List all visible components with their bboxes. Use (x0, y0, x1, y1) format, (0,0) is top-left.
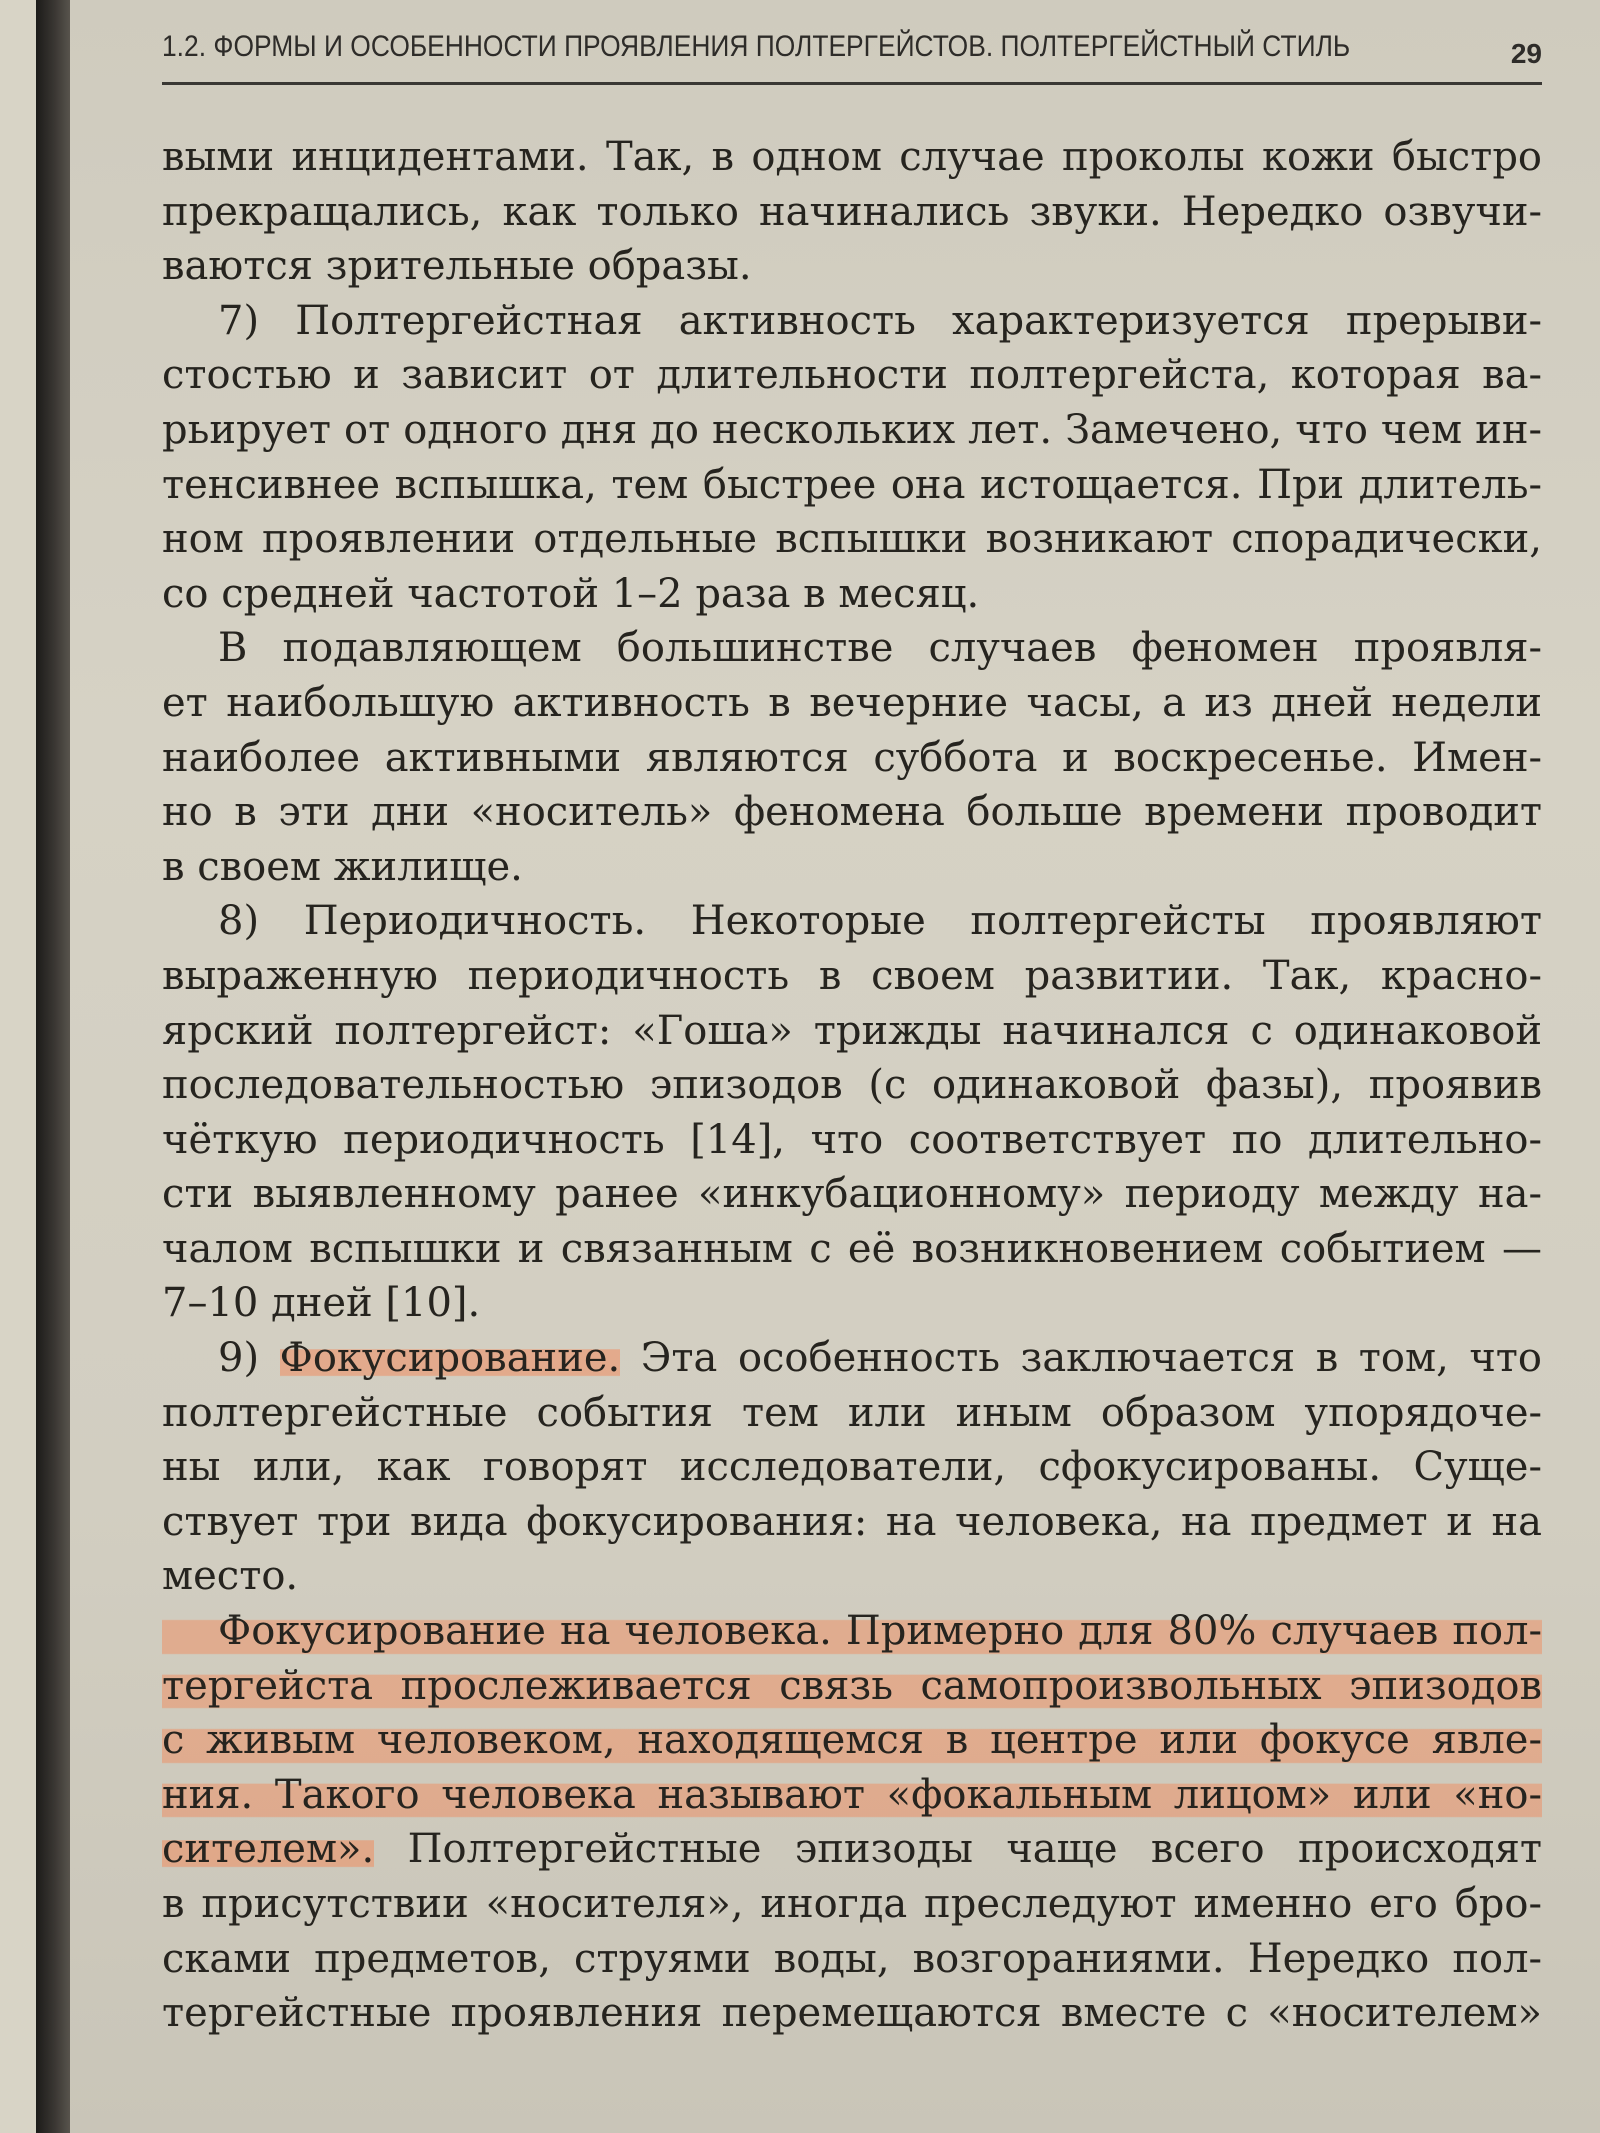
text-line: чёткую периодичность [14], что соответствует по длительно- (162, 1116, 1542, 1163)
page-body-text (162, 130, 1542, 2041)
text-line-highlighted: с живым человеком, находящемся в центре или фокусе явле- (162, 1713, 1542, 1768)
text-line: ваются зрительные образы. (162, 243, 752, 290)
text-line: выми инцидентами. Так, в одном случае проколы кожи быстро (162, 134, 1542, 180)
text-line-highlighted (162, 1331, 1542, 1386)
text-line: в присутствии «носителя», иногда преследуют именно его бро- (162, 1881, 1542, 1927)
text-line-highlighted: Фокусирование на человека. Примерно для 80% случаев пол- (162, 1604, 1542, 1659)
text-line: 7–10 дней [10]. (162, 1280, 481, 1327)
text-line: 8) Периодичность. Некоторые полтергейсты проявляют (218, 898, 1542, 945)
highlighted-term: Фокусирование. (279, 1335, 621, 1382)
text-line: сти выявленному ранее «инкубационному» периоду между на- (162, 1171, 1542, 1218)
text-line: стостью и зависит от длительности полтергейста, которая ва- (162, 352, 1542, 399)
text-line: выраженную периодичность в своем развитии. Так, красно- (162, 952, 1542, 999)
text-line-highlighted (162, 1822, 1542, 1877)
text-line: чалом вспышки и связанным с её возникновением событием — (162, 1225, 1542, 1272)
text-line-highlighted: ния. Такого человека называют «фокальным лицом» или «но- (162, 1768, 1542, 1823)
text-line: последовательностью эпизодов (с одинаковой фазы), проявив (162, 1062, 1542, 1109)
text-line: ярский полтергейст: «Гоша» трижды начинался с одинаковой (162, 1007, 1542, 1054)
text-line: ном проявлении отдельные вспышки возникают спорадически, (162, 516, 1542, 563)
text-line: прекращались, как только начинались звуки. Нередко озвучи- (162, 188, 1542, 235)
text-line: со средней частотой 1–2 раза в месяц. (162, 570, 980, 617)
text-line: тенсивнее вспышка, тем быстрее она истощается. При длитель- (162, 461, 1542, 508)
text-line-highlighted: тергейста прослеживается связь самопроизвольных эпизодов (162, 1659, 1542, 1714)
text-line: В подавляющем большинстве случаев феномен проявля- (218, 625, 1542, 672)
text-line: тергейстные проявления перемещаются вместе с «носителем» (162, 1990, 1542, 2037)
book-spine (36, 0, 70, 2133)
text-line: 7) Полтергейстная активность характеризуется прерыви- (218, 297, 1542, 344)
chapter-title: 1.2. ФОРМЫ И ОСОБЕННОСТИ ПРОЯВЛЕНИЯ ПОЛТЕРГЕЙСТОВ. ПОЛТЕРГЕЙСТНЫЙ СТИЛЬ (162, 30, 1351, 63)
text-line: наиболее активными являются суббота и воскресенье. Имен- (162, 734, 1542, 781)
text-line: место. (162, 1553, 299, 1600)
text-line: в своем жилище. (162, 843, 523, 890)
text-line: ны или, как говорят исследователи, сфокусированы. Суще- (162, 1444, 1542, 1491)
line-rest: Полтергейстные эпизоды чаще всего происходят (374, 1826, 1542, 1873)
text-line: полтергейстные события тем или иным образом упорядоче- (162, 1389, 1542, 1436)
page-number: 29 (1510, 38, 1542, 69)
previous-page-edge (0, 0, 36, 2133)
text-line: ет наибольшую активность в вечерние часы, а из дней недели (162, 679, 1542, 726)
item-number: 9) (218, 1335, 280, 1382)
book-page (70, 0, 1600, 2133)
line-rest: Эта особенность заключается в том, что (620, 1335, 1542, 1382)
highlighted-term: сителем». (162, 1826, 375, 1873)
text-line: рьирует от одного дня до нескольких лет. Замечено, что чем ин- (162, 406, 1542, 453)
text-line: сками предметов, струями воды, возгораниями. Нередко пол- (162, 1935, 1542, 1982)
text-line: ствует три вида фокусирования: на человека, на предмет и на (162, 1498, 1542, 1545)
running-header (162, 22, 1542, 85)
text-line: но в эти дни «носитель» феномена больше времени проводит (162, 789, 1542, 836)
